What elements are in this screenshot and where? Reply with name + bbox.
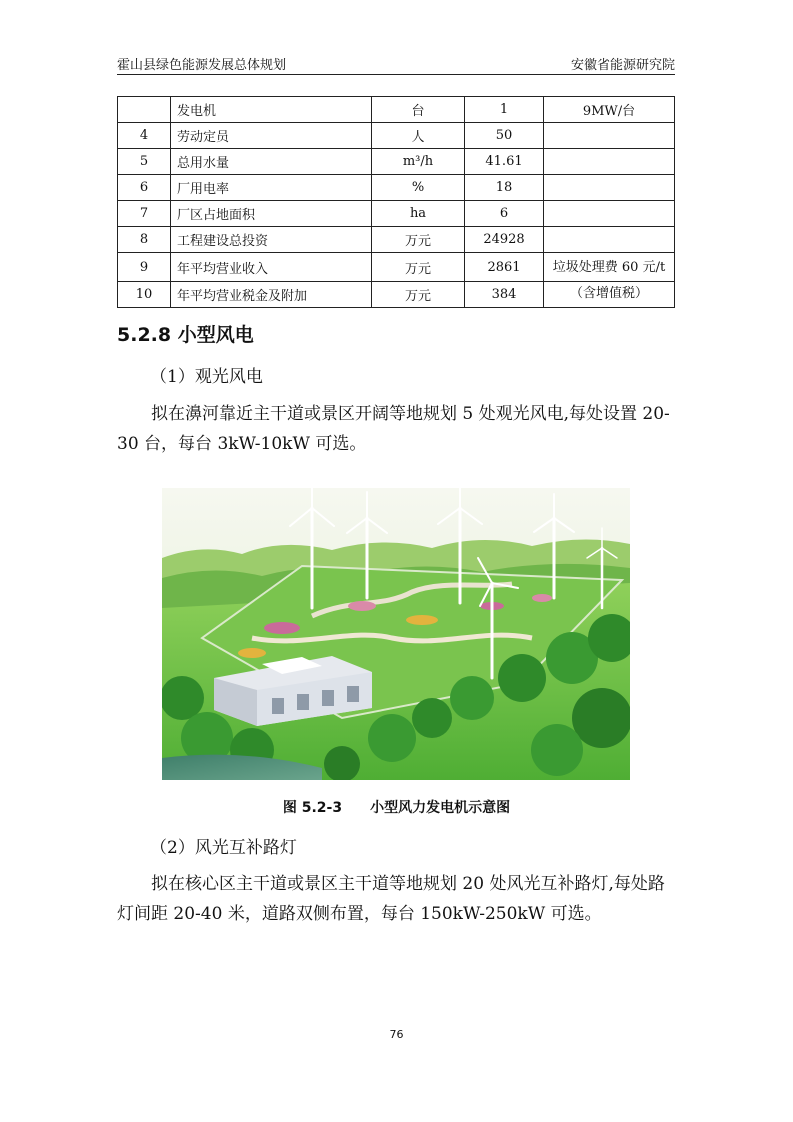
table-cell: 万元 — [372, 253, 465, 282]
figure-caption: 图 5.2-3 小型风力发电机示意图 — [282, 800, 511, 816]
wind-park-illustration — [162, 488, 630, 780]
table-cell: 50 — [465, 123, 544, 149]
table-cell: 7 — [118, 201, 171, 227]
table-cell: ha — [372, 201, 465, 227]
table-row — [118, 201, 675, 227]
table-cell: 384 — [465, 282, 544, 308]
table-cell: 4 — [118, 123, 171, 149]
table-cell: % — [372, 175, 465, 201]
table-row — [118, 149, 675, 175]
table-cell — [544, 123, 675, 149]
table-cell: 工程建设总投资 — [171, 227, 372, 253]
table-cell: 9 — [118, 253, 171, 282]
subheading-streetlights: （2）风光互补路灯 — [150, 838, 297, 858]
table-cell — [544, 201, 675, 227]
table-cell: 10 — [118, 282, 171, 308]
table-cell: 6 — [465, 201, 544, 227]
table-cell-note: （含增值税） — [544, 282, 675, 308]
section-title: 5.2.8 小型风电 — [117, 324, 254, 346]
table-row — [118, 97, 675, 123]
subheading-sightseeing-wind: （1）观光风电 — [150, 367, 263, 387]
table-row — [118, 123, 675, 149]
table-cell — [118, 97, 171, 123]
table-cell: 年平均营业收入 — [171, 253, 372, 282]
table-cell: 6 — [118, 175, 171, 201]
header-org: 安徽省能源研究院 — [570, 58, 675, 73]
table-cell: 万元 — [372, 282, 465, 308]
table-row — [118, 175, 675, 201]
table-cell: 人 — [372, 123, 465, 149]
table-cell: 厂用电率 — [171, 175, 372, 201]
wind-park-image — [162, 488, 630, 780]
table-cell: 总用水量 — [171, 149, 372, 175]
table-cell: 5 — [118, 149, 171, 175]
header-doc-title: 霍山县绿色能源发展总体规划 — [117, 58, 287, 73]
page-header — [117, 50, 675, 75]
table-cell: 24928 — [465, 227, 544, 253]
table-cell: 台 — [372, 97, 465, 123]
table-cell: m³/h — [372, 149, 465, 175]
table-cell — [544, 149, 675, 175]
table-cell: 万元 — [372, 227, 465, 253]
table-row — [118, 227, 675, 253]
table-cell: 8 — [118, 227, 171, 253]
table-cell-note: 垃圾处理费 60 元/t — [544, 253, 675, 282]
paragraph-streetlights: 拟在核心区主干道或景区主干道等地规划 20 处风光互补路灯,每处路灯间距 20-40 米，道路双侧布置，每台 150kW-250kW 可选。 — [117, 874, 665, 924]
table-cell — [544, 227, 675, 253]
page-number: 76 — [389, 1028, 404, 1041]
table-cell: 41.61 — [465, 149, 544, 175]
table-cell: 1 — [465, 97, 544, 123]
table-cell: 18 — [465, 175, 544, 201]
table-row — [118, 282, 675, 308]
table-cell: 厂区占地面积 — [171, 201, 372, 227]
spec-table — [117, 96, 675, 308]
table-row — [118, 253, 675, 282]
paragraph-sightseeing-wind: 拟在濞河靠近主干道或景区开阔等地规划 5 处观光风电,每处设置 20-30 台，每台 3kW-10kW 可选。 — [117, 404, 670, 454]
table-cell: 年平均营业税金及附加 — [171, 282, 372, 308]
table-cell: 劳动定员 — [171, 123, 372, 149]
table-cell — [544, 175, 675, 201]
table-cell: 2861 — [465, 253, 544, 282]
table-cell: 9MW/台 — [544, 97, 675, 123]
table-cell: 发电机 — [171, 97, 372, 123]
